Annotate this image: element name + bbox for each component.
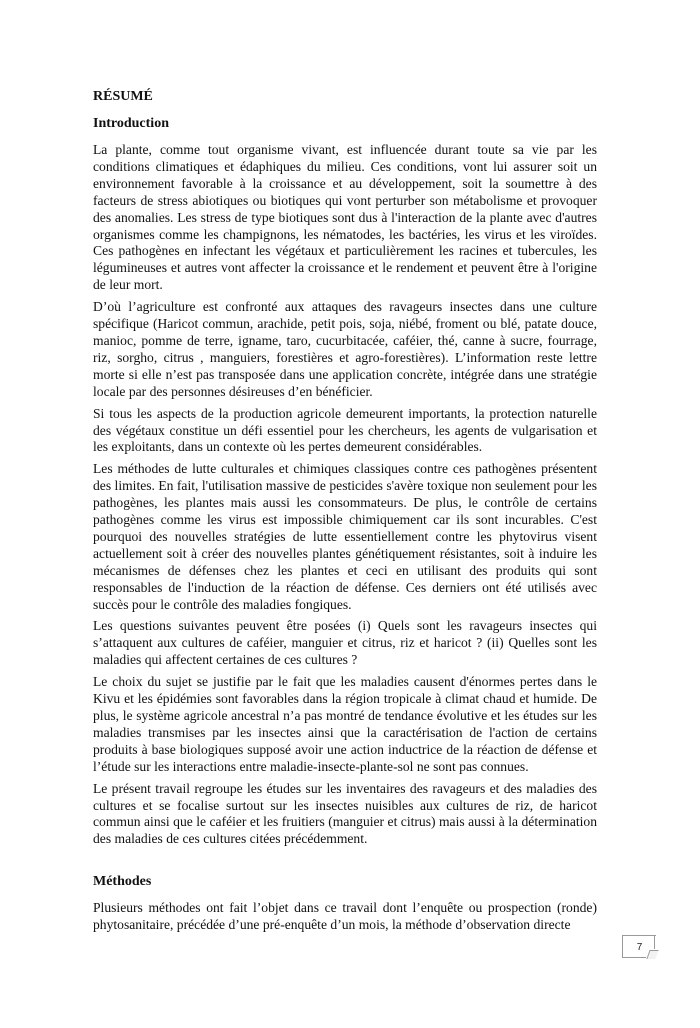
document-page: [93, 88, 597, 939]
methodes-paragraph-1: Plusieurs méthodes ont fait l’objet dans ce travail dont l’enquête ou prospection (ronde) phytosanitaire, précédée d’une pré-enquête d’un mois, la méthode d’observation directe: [93, 900, 597, 933]
introduction-paragraph-7: Le présent travail regroupe les études sur les inventaires des ravageurs et des maladies des cultures et se focalise surtout sur les insectes nuisibles aux cultures de riz, de haricot commun ainsi que le caféier et les fruitiers (manguier et citrus) mais aussi à la détermination des maladies de ces cultures citées précédemment.: [93, 780, 597, 847]
document-title: RÉSUMÉ: [93, 89, 153, 104]
page-number-border-right: [654, 935, 655, 949]
introduction-paragraph-5: Les questions suivantes peuvent être posées (i) Quels sont les ravageurs insectes qui s’attaquent aux cultures de caféier, manguier et citrus, riz et haricot ? (ii) Quelles sont les maladies qui affectent certaines de ces cultures ?: [93, 618, 597, 668]
page-number-border-bottom: [622, 957, 646, 958]
introduction-heading: Introduction: [93, 116, 169, 131]
introduction-paragraph-4: Les méthodes de lutte culturales et chimiques classiques contre ces pathogènes présentent des limites. En fait, l'utilisation massive de pesticides s'avère toxique non seulement pour les pathogènes, les plantes mais aussi les consommateurs. De plus, le contrôle de certains pathogènes comme les virus est impossible chimiquement car ils sont incurables. C'est pourquoi des nouvelles stratégies de lutte essentiellement contre les phytovirus visent actuellement soit à créer des nouvelles plantes génétiquement résistantes, soit à induire les mécanismes de défenses chez les plantes et ceci en utilisant des produits qui sont responsables de l'induction de la réaction de défense. Ces derniers ont été utilisés avec succès pour le contrôle des maladies fongiques.: [93, 461, 597, 612]
introduction-paragraph-6: Le choix du sujet se justifie par le fait que les maladies causent d'énormes pertes dans le Kivu et les épidémies sont favorables dans la région tropicale à climat chaud et humide. De plus, le système agricole ancestral n’a pas montré de tendance évolutive et les études sur les maladies transmises par les insectes ainsi que la caractérisation de l'action de certains produits à base biologiques supposé avoir une action inductrice de la réaction de défense et l’étude sur les interactions entre maladie-insecte-plante-sol ne sont pas connues.: [93, 674, 597, 774]
section-spacer: [93, 853, 597, 873]
page-number: 7: [622, 935, 656, 958]
introduction-paragraph-2: D’où l’agriculture est confronté aux attaques des ravageurs insectes dans une culture spécifique (Haricot commun, arachide, petit pois, soja, niébé, froment ou blé, patate douce, manioc, pomme de terre, igname, taro, cucurbitacée, caféier, thé, canne à sucre, fourrage, riz, sorgho, citrus , manguiers, forestières et agro-forestières). L’information reste lettre morte si elle n’est pas transposée dans une application concrète, intégrée dans une stratégie locale par des personnes désireuses d’en bénéficier.: [93, 299, 597, 399]
methodes-heading: Méthodes: [93, 874, 152, 890]
introduction-paragraph-3: Si tous les aspects de la production agricole demeurent importants, la protection naturelle des végétaux constitue un défi essentiel pour les chercheurs, les agents de vulgarisation et les exploitants, dans un contexte où les pertes demeurent considérables.: [93, 405, 597, 455]
introduction-paragraph-1: La plante, comme tout organisme vivant, est influencée durant toute sa vie par les conditions climatiques et édaphiques du milieu. Ces conditions, vont lui assurer soit un environnement favorable à la croissance et au développement, soit la soumettre à des facteurs de stress abiotiques ou biotiques qui vont perturber son métabolisme et provoquer des anomalies. Les stress de type biotiques sont dus à l'interaction de la plante avec d'autres organismes comme les champignons, les nématodes, les bactéries, les virus et les viroïdes. Ces pathogènes en infectant les végétaux et particulièrement les racines et tubercules, les légumineuses et autres vont affecter la croissance et le rendement et peuvent être à l'origine de leur mort.: [93, 142, 597, 293]
